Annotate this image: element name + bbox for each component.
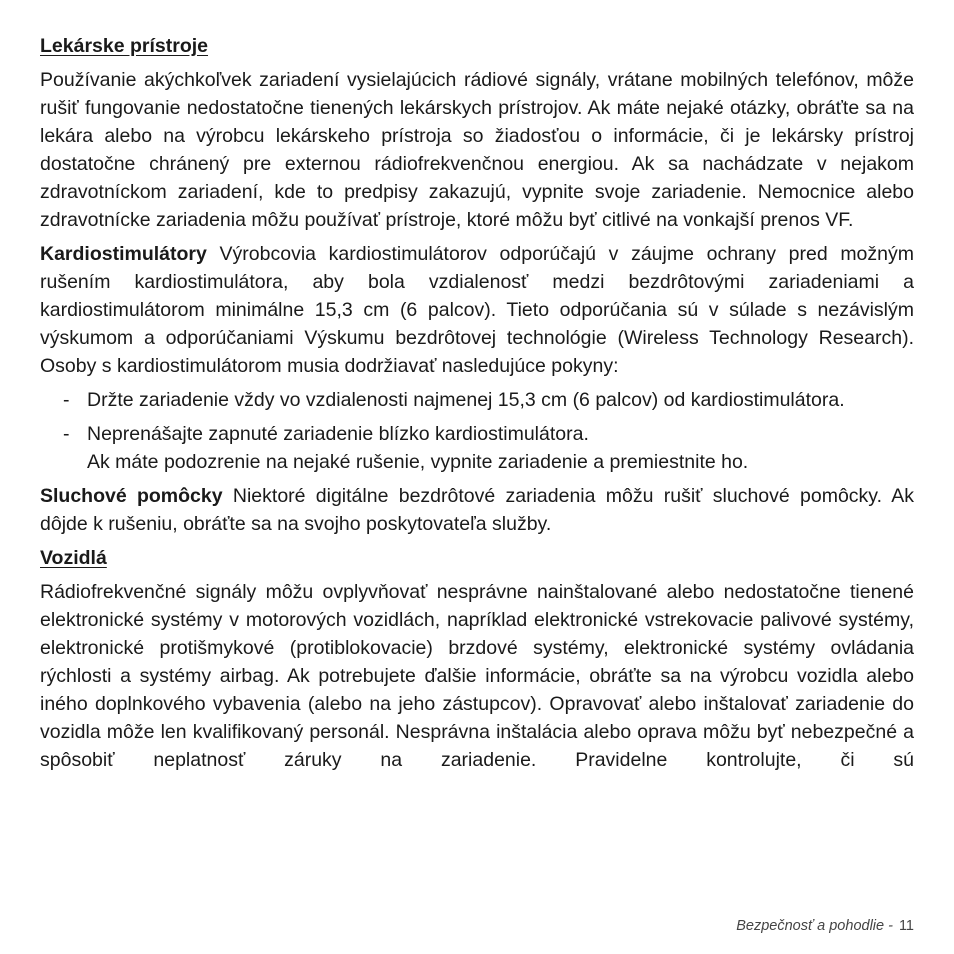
list-item: [40, 386, 914, 414]
list-dash: -: [63, 389, 70, 411]
text-pacemakers: Výrobcovia kardiostimulátorov odporúčajú v záujme ochrany pred možným rušením kardiostimulátora, aby bola vzdialenosť medzi bezdrôtovými zariadeniami a kardiostimulátorom minimálne 15,3 cm (6 palcov). Tieto odporúčania sú v súlade s nezávislým výskumom a odporúčaniami Výskumu bezdrôtovej technológie (Wireless Technology Research). Osoby s kardiostimulátorom musia dodržiavať nasledujúce pokyny:: [40, 243, 914, 377]
text-hearing-aids: Niektoré digitálne bezdrôtové zariadenia môžu rušiť sluchové pomôcky. Ak dôjde k rušeniu, obráťte sa na svojho poskytovateľa služby.: [40, 485, 914, 535]
lead-pacemakers: Kardiostimulátory: [40, 243, 207, 265]
heading-medical-devices: Lekárske prístroje: [40, 35, 209, 57]
pacemaker-guidelines-list: [40, 386, 914, 476]
list-dash: -: [63, 423, 70, 445]
list-item-text: Držte zariadenie vždy vo vzdialenosti najmenej 15,3 cm (6 palcov) od kardiostimulátora.: [87, 389, 845, 411]
page-footer: [736, 918, 914, 934]
heading-vehicles: Vozidlá: [40, 547, 107, 569]
list-item-line: Ak máte podozrenie na nejaké rušenie, vypnite zariadenie a premiestnite ho.: [87, 451, 749, 473]
lead-hearing-aids: Sluchové pomôcky: [40, 485, 223, 507]
list-item-line: Neprenášajte zapnuté zariadenie blízko kardiostimulátora.: [87, 423, 589, 445]
page-number: 11: [898, 918, 914, 934]
paragraph-pacemakers: [40, 240, 914, 380]
page-content: [40, 32, 914, 780]
footer-section-title: Bezpečnosť a pohodlie -: [736, 918, 893, 934]
list-item: [40, 420, 914, 476]
paragraph-vehicles: Rádiofrekvenčné signály môžu ovplyvňovať nesprávne nainštalované alebo nedostatočne tienené elektronické systémy v motorových vozidlách, napríklad elektronické vstrekovacie palivové systémy, elektronické protišmykové (protiblokovacie) brzdové systémy, elektronické systémy ovládania rýchlosti a systémy airbag. Ak potrebujete ďalšie informácie, obráťte sa na výrobcu vozidla alebo iného doplnkového vybavenia (alebo na jeho zástupcov). Opravovať alebo inštalovať zariadenie do vozidla môže len kvalifikovaný personál. Nesprávna inštalácia alebo oprava môžu byť nebezpečné a spôsobiť neplatnosť záruky na zariadenie. Pravidelne kontrolujte, či sú: [40, 581, 914, 771]
paragraph-hearing-aids: [40, 482, 914, 538]
paragraph-medical-devices: Používanie akýchkoľvek zariadení vysielajúcich rádiové signály, vrátane mobilných telefónov, môže rušiť fungovanie nedostatočne tienených lekárskych prístrojov. Ak máte nejaké otázky, obráťte sa na lekára alebo na výrobcu lekárskeho prístroja so žiadosťou o informácie, či je lekársky prístroj dostatočne chránený pre externou rádiofrekvenčnou energiou. Ak sa nachádzate v nejakom zdravotníckom zariadení, kde to predpisy zakazujú, vypnite svoje zariadenie. Nemocnice alebo zdravotnícke zariadenia môžu používať prístroje, ktoré môžu byť citlivé na vonkajší prenos VF.: [40, 69, 914, 231]
